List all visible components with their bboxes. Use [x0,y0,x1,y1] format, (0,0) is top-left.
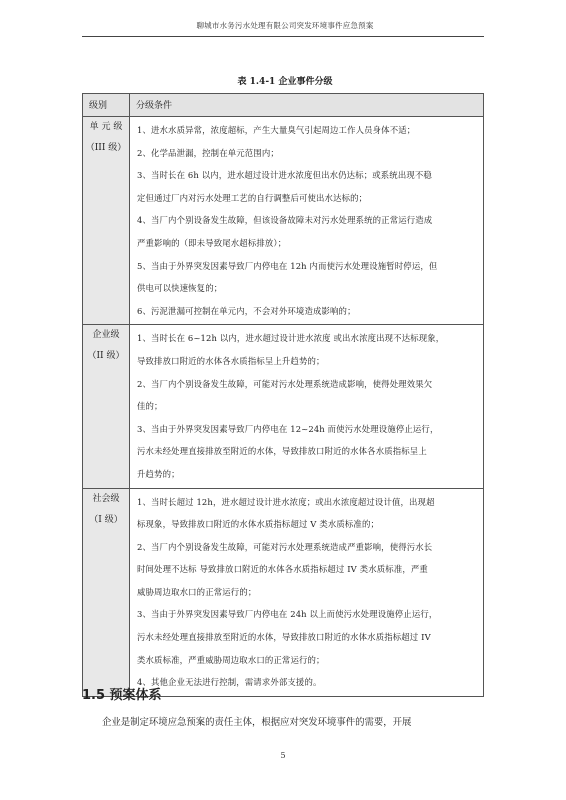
document-header-title: 聊城市水务污水处理有限公司突发环境事件应急预案 [196,21,374,30]
header-conditions: 分级条件 [130,94,484,117]
table-row-unit-level [83,117,484,325]
condition-line: 2、化学品泄漏，控制在单元范围内； [137,147,279,158]
condition-line: 2、当厂内个别设备发生故障，可能对污水处理系统造成影响，使得处理效果欠 [137,378,433,389]
condition-line: 供电可以快速恢复的； [137,283,223,294]
page-number: 5 [280,751,286,760]
condition-line: 类水质标准，严重威胁周边取水口的正常运行的； [137,654,325,665]
conditions-cell [130,117,484,325]
condition-line: 定但通过厂内对污水处理工艺的自行调整后可使出水达标的； [137,192,368,203]
table-row-society-level [83,488,484,696]
condition-line: 3、当由于外界突发因素导致厂内停电在 24h 以上而使污水处理设施停止运行， [137,609,438,620]
level-name: 单 元 级 [89,122,123,132]
condition-line: 标现象，导致排放口附近的水体水质指标超过 V 类水质标准的； [137,519,379,530]
condition-line: 威胁周边取水口的正常运行的； [137,586,257,597]
condition-line: 1、当时长超过 12h，进水超过设计进水浓度；或出水浓度超过设计值，出现超 [137,496,435,507]
condition-line: 污水未经处理直接排放至附近的水体，导致排放口附近的水体各水质指标呈上 [137,446,427,457]
condition-line: 3、当由于外界突发因素导致厂内停电在 12~24h 而使污水处理设施停止运行， [137,423,439,434]
condition-line: 时间处理不达标 导致排放口附近的水体各水质指标超过 IV 类水质标准，严重 [137,564,428,575]
condition-line: 2、当厂内个别设备发生故障，可能对污水处理系统造成严重影响，使得污水长 [137,541,433,552]
condition-line: 4、当厂内个别设备发生故障，但该设备故障未对污水处理系统的正常运行造成 [137,215,433,226]
condition-line: 4、其他企业无法进行控制，需请求外部支援的。 [137,677,322,688]
condition-line: 5、当由于外界突发因素导致厂内停电在 12h 内而使污水处理设施暂时停运，但 [137,260,438,271]
level-cell [83,488,130,696]
header-divider [82,36,484,37]
table-caption: 表 1.4-1 企业事件分级 [237,77,333,87]
event-grading-table [82,93,484,697]
condition-line: 严重影响的（即未导致尾水超标排放）； [137,237,287,248]
level-grade: （II 级） [87,351,125,362]
table-header-row [83,94,484,117]
level-grade: （III 级） [85,143,127,153]
condition-line: 佳的； [137,401,163,412]
level-cell [83,117,130,325]
header-level: 级别 [83,94,130,117]
level-cell [83,325,130,488]
level-name: 企业级 [92,330,120,341]
table-row-enterprise-level [83,325,484,488]
condition-line: 升趋势的； [137,468,180,479]
condition-line: 1、当时长在 6~12h 以内，进水超过设计进水浓度 或出水浓度出现不达标现象， [137,333,445,344]
conditions-cell [130,325,484,488]
level-grade: （I 级） [89,514,123,525]
condition-line: 1、进水水质异常，浓度超标，产生大量臭气引起周边工作人员身体不适； [137,125,416,135]
condition-line: 3、当时长在 6h 以内，进水超过设计进水浓度但出水仍达标；或系统出现不稳 [137,170,432,181]
conditions-cell [130,488,484,696]
level-name: 社会级 [92,493,120,504]
condition-line: 污水未经处理直接排放至附近的水体，导致排放口附近的水体水质指标超过 IV [137,632,431,643]
condition-line: 6、污泥泄漏可控制在单元内，不会对外环境造成影响的； [137,305,356,316]
condition-line: 导致排放口附近的水体各水质指标呈上升趋势的； [137,355,325,366]
section-heading: 1.5 预案体系 [82,688,162,703]
section-paragraph: 企业是制定环境应急预案的责任主体，根据应对突发环境事件的需要，开展 [102,717,412,728]
